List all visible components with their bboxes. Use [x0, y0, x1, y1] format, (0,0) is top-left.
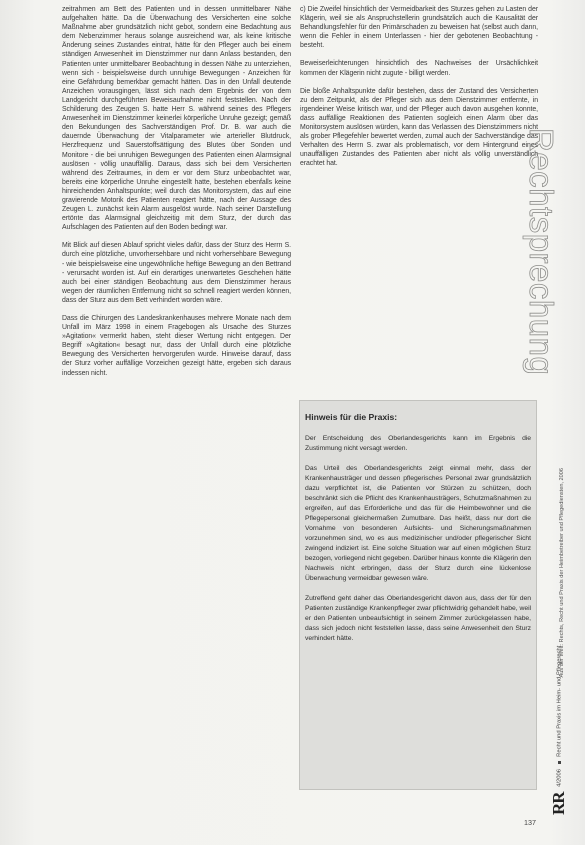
practice-note-box: [299, 400, 537, 790]
page-number: 137: [524, 818, 536, 827]
left-text-column: [62, 5, 291, 378]
body-paragraph: Mit Blick auf diesen Ablauf spricht vieles dafür, dass der Sturz des Herrn S. durch eine plötzliche, unvorhersehbare und nicht vorhersehbare Bewegung - wie beispielsweise eine ungewöhnliche heftige Bewegung an den Bettrand - verursacht worden ist. Auf ein derartiges unerwartetes Geschehen hätte auch bei einer ständigen Beobachtung aus dem Dienstzimmer heraus wegen der räumlichen Entfernung nicht so schnell reagiert werden können, dass der Sturz aus dem Bett verhindert worden wäre.: [62, 242, 291, 304]
journal-issue: 4/2006: [556, 769, 563, 787]
practice-paragraph: Zutreffend geht daher das Oberlandesgericht davon aus, dass der für den Patienten zuständige Krankenpfleger zwar pflichtwidrig gehandelt habe, weil er den Patienten unbeaufsichtigt in seinem Zimmer zurückgelassen habe, dass sich jedoch nicht feststellen lasse, dass seine Anwesenheit den Sturz verhindert hätte.: [305, 595, 531, 642]
practice-note-title: Hinweis für die Praxis:: [305, 412, 398, 422]
bullet-square-icon: [558, 761, 561, 764]
body-paragraph: c) Die Zweifel hinsichtlich der Vermeidbarkeit des Sturzes gehen zu Lasten der Klägerin, weil sie als Anspruchstellerin grundsätzlich auch die Kausalität der Behandlungsfehler für den Primärschaden zu beweisen hat (selbst auch dann, wenn die Fehler in einem Unterlassen - hier der gebotenen Beobachtung - besteht.: [300, 6, 538, 50]
source-note: Aus der Welt: Rechts, Recht und Praxis der Heimbetreiber und Pflegediensten, 2006: [559, 468, 565, 678]
practice-note-text: [305, 434, 531, 644]
journal-logo: RR: [549, 792, 568, 815]
section-brand-label: Rechtsprechung: [523, 128, 560, 376]
practice-paragraph: Der Entscheidung des Oberlandesgerichts kann im Ergebnis die Zustimmung nicht versagt werden.: [305, 435, 531, 452]
journal-footer: [549, 646, 569, 815]
body-paragraph: Die bloße Anhaltspunkte dafür bestehen, dass der Zustand des Versicherten zu dem Zeitpunkt, als der Pfleger sich aus dem Dienstzimmer entfernte, in irgendeiner Weise kritisch war, und der Pfleger auch davon ausgehen konnte, dass auffällige Reaktionen des Patienten sogleich einen Alarm über das Monitorsystem auslösen würden, kann das Verlassen des Dienstzimmers nicht als grober Pflegefehler bewertet werden, zumal auch der Sachverständige das Verhalten des Herrn S. zwar als problematisch, vor dem Hintergrund eines unauffälligen Zustandes des Patienten aber nicht als völlig unverständlich erachtet hat.: [300, 87, 538, 168]
body-paragraph: Beweiserleichterungen hinsichtlich des Nachweises der Ursächlichkeit kommen der Klägerin nicht zugute - billigt werden.: [300, 60, 538, 77]
body-paragraph: Dass die Chirurgen des Landeskrankenhauses mehrere Monate nach dem Unfall im März 1998 in einem Fragebogen als Ursache des Sturzes »Agitation« vermerkt haben, steht dieser Wertung nicht entgegen. Der Begriff »Agitation« besagt nur, dass der Unfall durch eine plötzliche Bewegung des Versicherten hervorgerufen wurde. Hinweise darauf, dass der Sturz vorher auffällige Vorzeichen gezeigt hätte, ergeben sich daraus indessen nicht.: [62, 315, 291, 377]
body-paragraph: zeitrahmen am Bett des Patienten und in dessen unmittelbarer Nähe aufgehalten hätte. Da die Überwachung des Versicherten eine solche Maßnahme aber grundsätzlich nicht gebot, sondern eine Bedachtung aus dem Nebenzimmer heraus solange ausreichend war, als keine kritische Änderung seines Zustandes eintrat, hätte für den Pfleger auch bei einem ständigen Anwesenheit im Dienstzimmer nur dann Anlass bestanden, den Patienten unter unmittelbarer Beobachtung in dessen Nähe zu unterziehen, wenn sich - beispielsweise durch unruhige Bewegungen - Anzeichen für eine Gefährdung bemerkbar gemacht hätten. Das in den Unfall deutende Anzeichen vorausgingen, lässt sich nach dem Ergebnis der von dem Landgericht durchgeführten Beweisaufnahme nicht feststellen. Nach der Schilderung des Zeugen S. hatte Herr S. während seines des Pflegers Anwesenheit im Dienstzimmer keinerlei körperliche Unruhe gezeigt; gemäß den Bekundungen des Sachverständigen Prof. Dr. B. war auch die dauernde Überwachung der Vitalparameter wie arterieller Blutdruck, Herzfrequenz und Sauerstoffsättigung des Blutes über Sonden und Monitore - die bei unruhigen Bewegungen des Patienten einen Alarmsignal auslösen - völlig unauffällig. Daraus, dass sich bei dem Versicherten während des Zeitraumes, in dem er vor dem Sturz unbeobachtet war, bereits eine körperliche Unruhe eingestellt hatte, bestehen ebenfalls keine hinreichenden Anhaltspunkte; weil durch das Monitorsystem, das auf eine gravierende Motorik des Patienten reagiert hätte, nach der Aussage des Zeugen L. zunächst kein Alarm ausgelöst wurde. Nach seiner Darstellung ertönte das Alarmsignal gleichzeitig mit dem Sturz, der durch das Aufschlagen des Patienten auf den Boden bedingt war.: [62, 6, 291, 232]
practice-paragraph: Das Urteil des Oberlandesgerichts zeigt einmal mehr, dass der Krankenhausträger und dessen pflegerisches Personal zwar grundsätzlich dazu verpflichtet ist, die Patienten vor Stürzen zu schützen, doch beschränkt sich die Pflicht des Krankenhausträgers, Schutzmaßnahmen zu ergreifen, auf das Erforderliche und das für die Heimbewohner und die Pflegepersonal gleichermaßen Zumutbare. Das heißt, dass nur dort die Vornahme von besonderen Aufsichts- und Sicherungsmaßnahmen vorzunehmen sind, wo es aus medizinischer und/oder pflegerischer Sicht zwingend indiziert ist. Eine solche Situation war auf einen möglichen Sturz bezogen, vorliegend nicht gegeben. Darüber hinaus konnte die Klägerin den Nachweis nicht erbringen, dass der Sturz durch eine lückenlose Überwachung vermeidbar gewesen wäre.: [305, 465, 531, 582]
journal-title: Recht und Praxis im Heim- und Pflegerecht: [556, 645, 563, 757]
right-text-column: [300, 5, 538, 169]
